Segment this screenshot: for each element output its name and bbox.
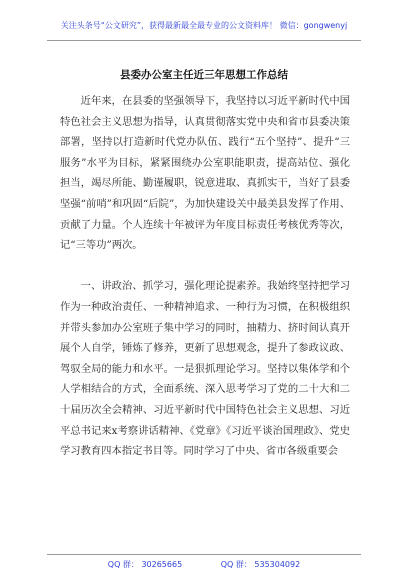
- paragraph-intro: 近年来，在县委的坚强领导下，我坚持以习近平新时代中国特色社会主义思想为指导，认真贯彻落实党中央和省市县委决策部署，坚持以打造新时代党办队伍、践行“五个坚持”、提升“三服务”水平为目标，紧紧围绕办公室职能职责，提高站位、强化担当，竭尽所能、勤谨履职，锐意进取、真抓实干，当好了县委坚强“前哨”和巩固“后院”，为加快建设关中最美县发挥了作用、贡献了力量。个人连续十年被评为年度目标责任考核优秀等次，记“三等功”两次。: [60, 95, 350, 252]
- document-title: 县委办公室主任近三年思想工作总结: [120, 69, 288, 81]
- header-divider: [47, 40, 361, 41]
- header-notice: 关注头条号“公文研究”，获得最新最全最专业的公文资料库！ 微信：gongwenyj: [60, 21, 348, 30]
- footer-divider: [47, 554, 361, 555]
- footer-qq-group-1: QQ 群： 30265665: [107, 560, 183, 569]
- footer-contacts: [0, 559, 408, 570]
- document-body: [60, 91, 350, 462]
- footer-qq-group-2: QQ 群： 535304092: [220, 560, 301, 569]
- paragraph-section-one: 一、讲政治、抓学习，强化理论提素养。我始终坚持把学习作为一种政治责任、一种精神追求、一种行为习惯，在积极组织并带头参加办公室班子集中学习的同时，抽精力、挤时间认真开展个人自学，锤炼了修养，更新了思想观念，提升了参政议政、驾驭全局的能力和水平。一是狠抓理论学习。坚持以集体学和个人学相结合的方式，全面系统、深入思考学习了党的二十大和二十届历次全会精神、习近平新时代中国特色社会主义思想、习近平总书记来x考察讲话精神、《党章》《习近平谈治国理政》、党史学习教育四本指定书目等。同时学习了中央、省市各级重要会: [60, 280, 350, 458]
